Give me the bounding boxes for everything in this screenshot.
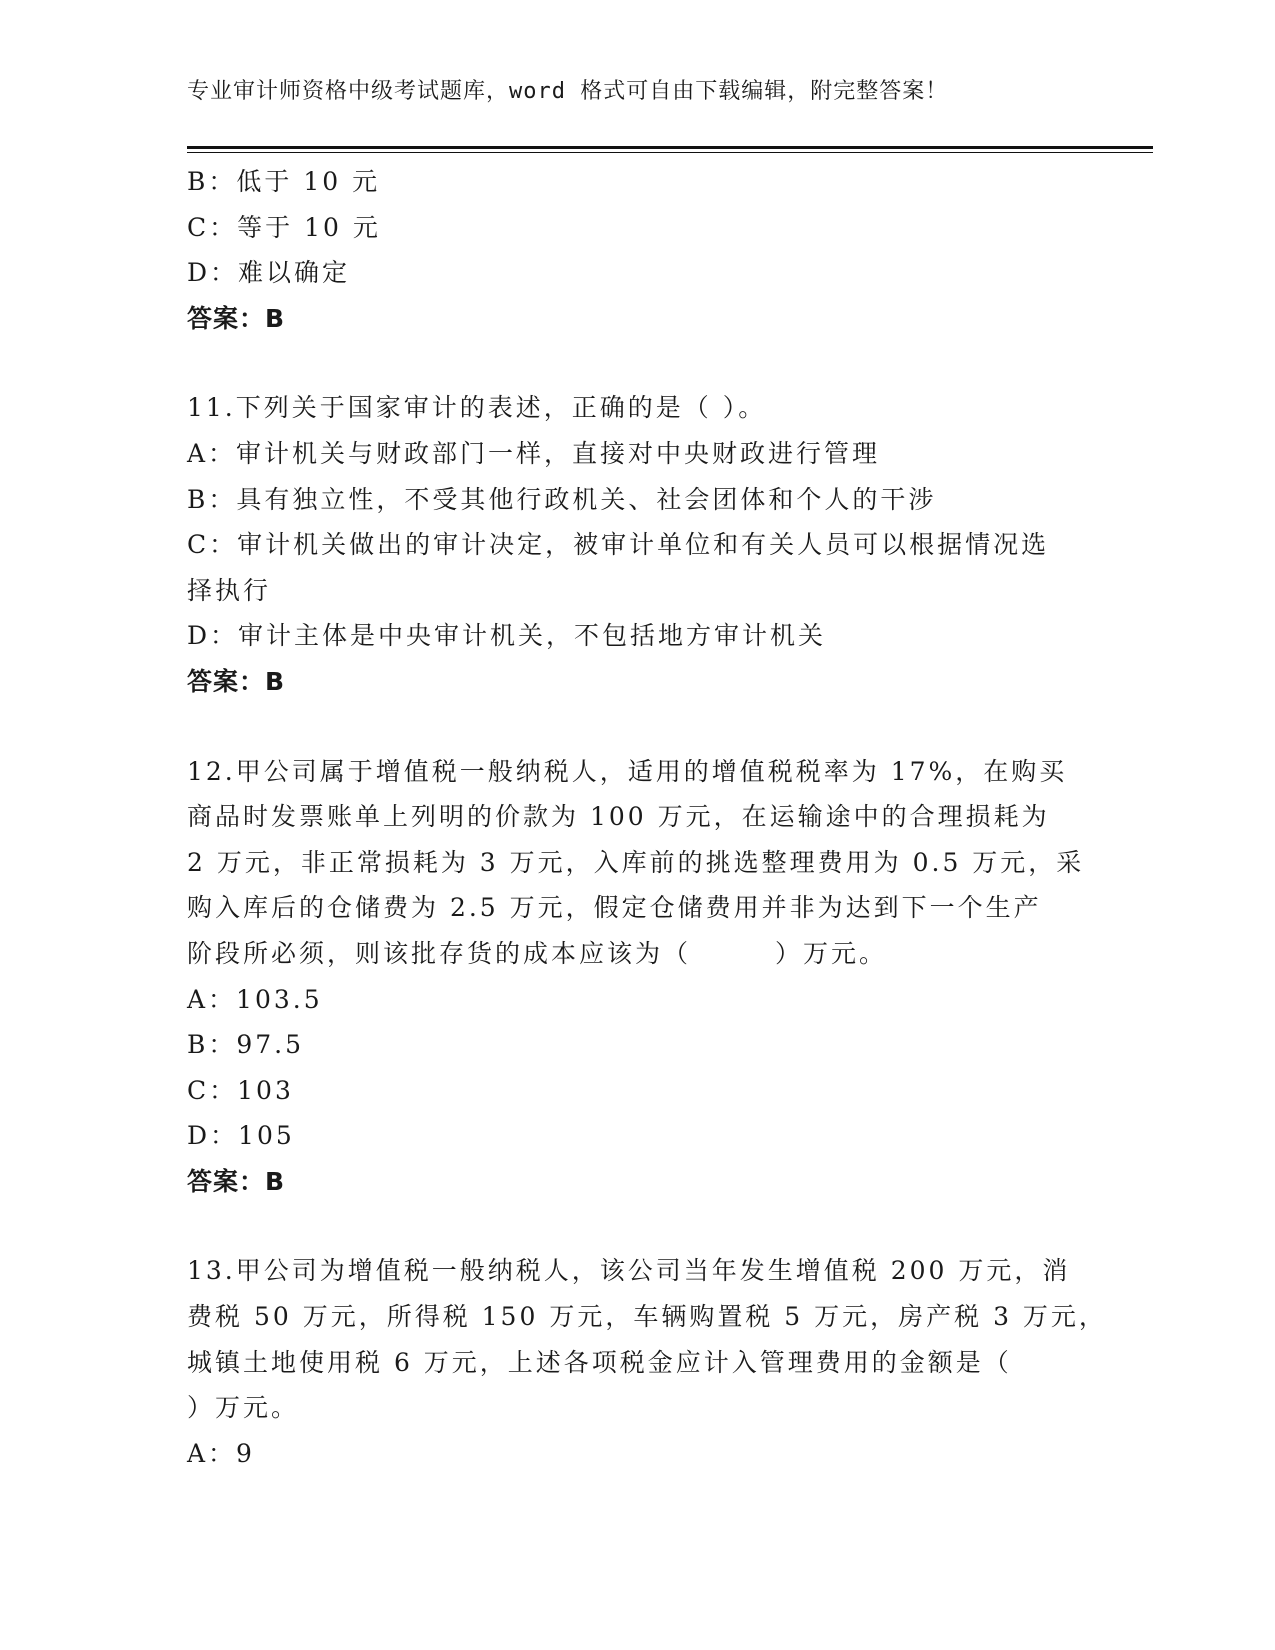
q12-option-a: A：103.5 xyxy=(187,984,323,1014)
q13-stem-line-4: ）万元。 xyxy=(187,1393,300,1423)
q10-option-d: D：难以确定 xyxy=(187,258,351,288)
q12-stem-line-2: 商品时发票账单上列明的价款为 100 万元，在运输途中的合理损耗为 xyxy=(187,802,1050,832)
spacer xyxy=(187,341,1087,385)
q12-stem-line-5: 阶段所必须，则该批存货的成本应该为（ ）万元。 xyxy=(187,938,888,968)
q11-option-c: C：审计机关做出的审计决定，被审计单位和有关人员可以根据情况选 xyxy=(187,530,1050,560)
q11-option-b: B：具有独立性，不受其他行政机关、社会团体和个人的干涉 xyxy=(187,484,937,514)
q13-stem-line-3: 城镇土地使用税 6 万元，上述各项税金应计入管理费用的金额是（ xyxy=(187,1347,1012,1377)
q12-answer: 答案：B xyxy=(187,1166,286,1196)
page-header: 专业审计师资格中级考试题库，word 格式可自由下载编辑，附完整答案！ xyxy=(187,79,949,104)
document-body xyxy=(187,159,1107,1476)
q12-option-d: D：105 xyxy=(187,1121,295,1151)
q13-stem-line-1: 13.甲公司为增值税一般纳税人，该公司当年发生增值税 200 万元，消 xyxy=(187,1256,1071,1286)
q11-answer: 答案：B xyxy=(187,666,286,696)
q12-option-c: C：103 xyxy=(187,1075,294,1105)
q11-option-a: A：审计机关与财政部门一样，直接对中央财政进行管理 xyxy=(187,438,881,468)
q11-option-d: D：审计主体是中央审计机关，不包括地方审计机关 xyxy=(187,621,827,651)
spacer xyxy=(187,1204,1087,1248)
q12-stem-line-4: 购入库后的仓储费为 2.5 万元，假定仓储费用并非为达到下一个生产 xyxy=(187,893,1042,923)
header-rule-thin xyxy=(187,152,1153,153)
q12-option-b: B：97.5 xyxy=(187,1030,305,1060)
q10-answer: 答案：B xyxy=(187,303,286,333)
q13-option-a: A：9 xyxy=(187,1438,255,1468)
q12-stem-line-3: 2 万元，非正常损耗为 3 万元，入库前的挑选整理费用为 0.5 万元，采 xyxy=(187,847,1085,877)
q10-option-c: C：等于 10 元 xyxy=(187,212,381,242)
q13-stem-line-2: 费税 50 万元，所得税 150 万元，车辆购置税 5 万元，房产税 3 万元， xyxy=(187,1302,1107,1332)
q11-option-c-continued: 择执行 xyxy=(187,575,272,605)
q11-stem: 11.下列关于国家审计的表述，正确的是（ ）。 xyxy=(187,393,767,423)
q10-option-b: B：低于 10 元 xyxy=(187,167,381,196)
spacer xyxy=(187,705,1087,749)
q12-stem-line-1: 12.甲公司属于增值税一般纳税人，适用的增值税税率为 17%，在购买 xyxy=(187,756,1068,786)
header-rule-thick xyxy=(187,146,1153,149)
